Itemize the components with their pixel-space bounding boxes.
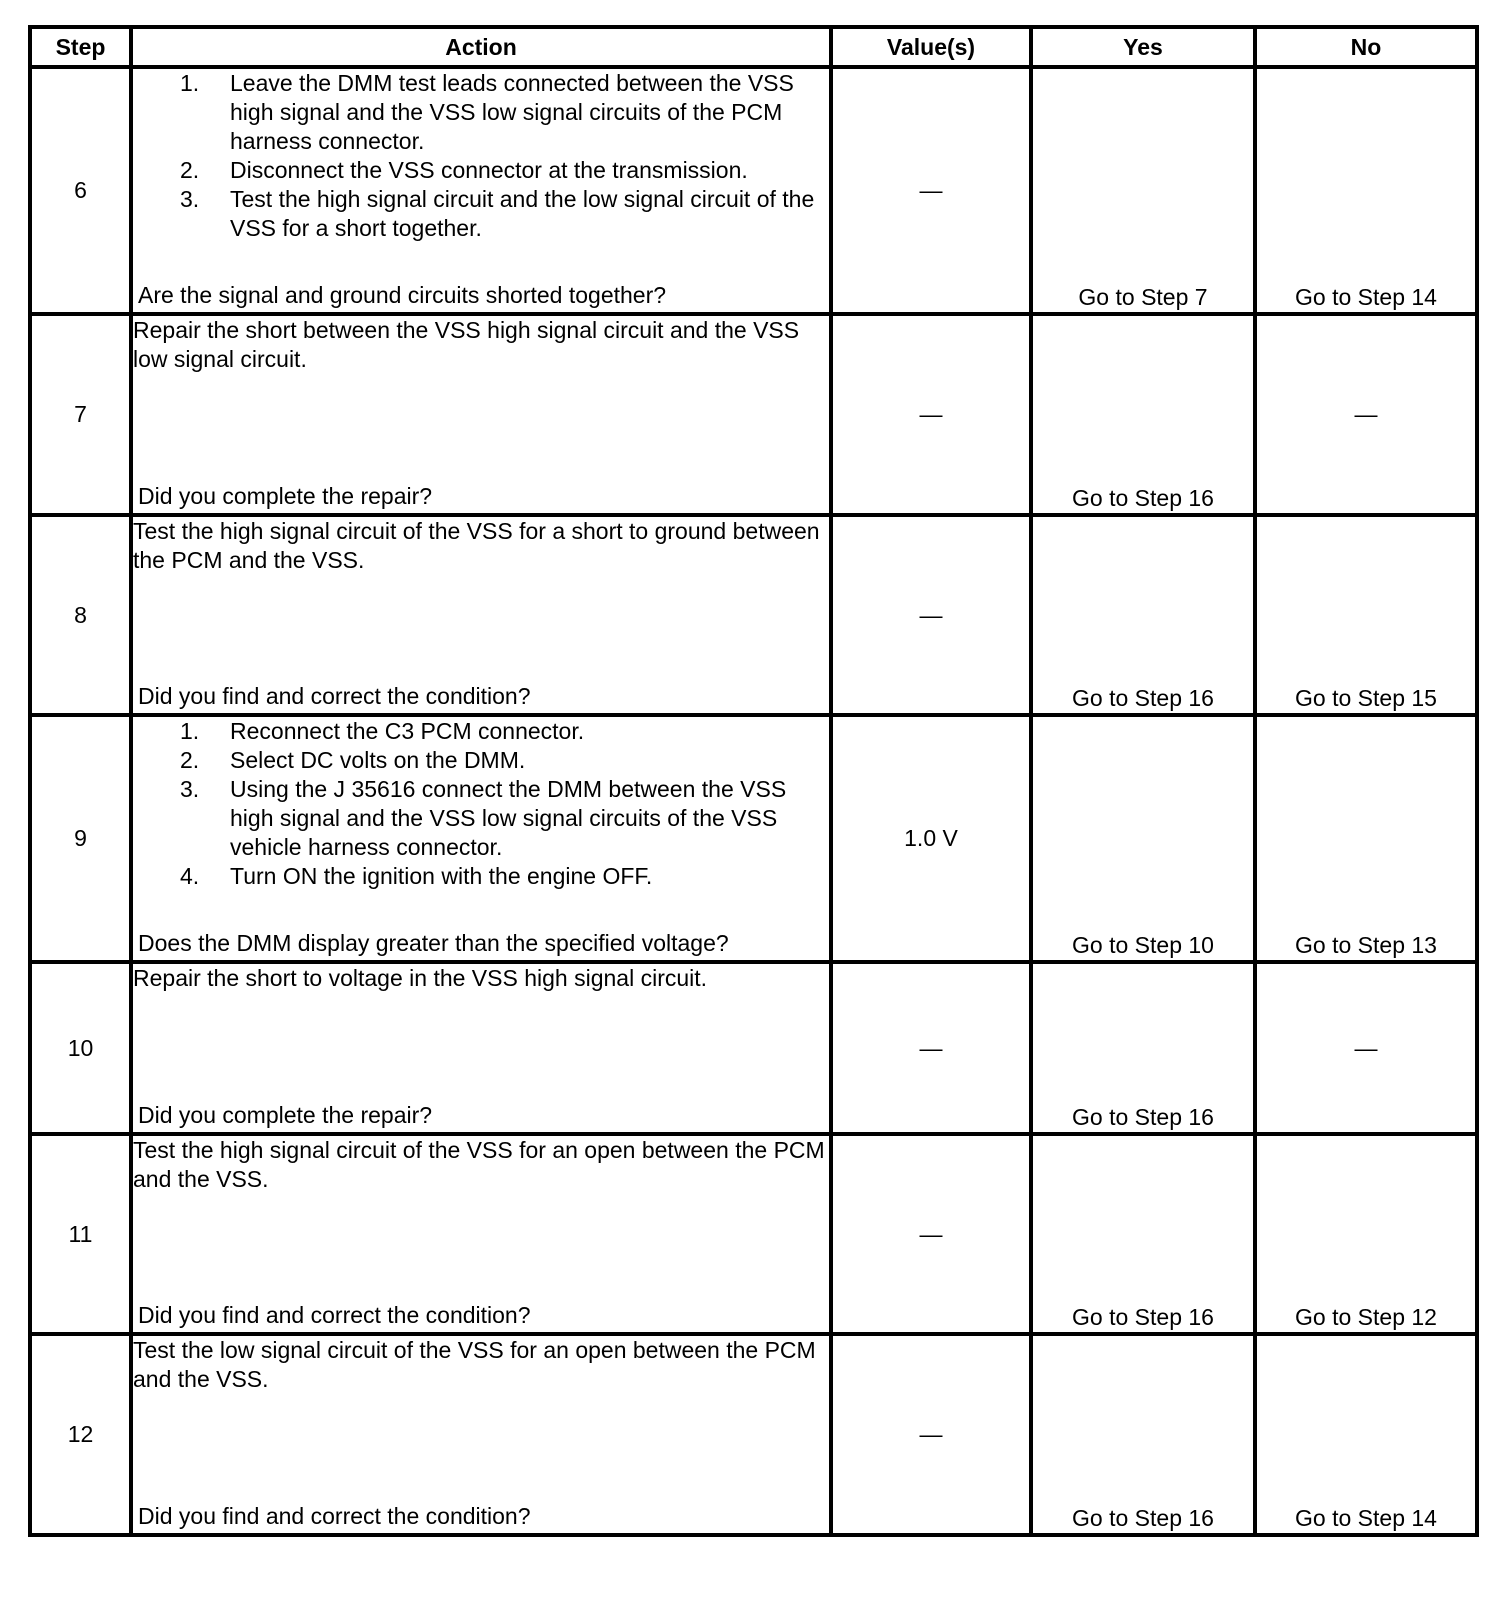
list-item (133, 69, 829, 156)
list-item (133, 862, 829, 891)
list-item-text: Select DC volts on the DMM. (230, 747, 526, 773)
step-number: 12 (30, 1334, 131, 1535)
table-row-step-11 (30, 1134, 1477, 1334)
action-steps-list (133, 69, 829, 243)
step-number: 6 (30, 67, 131, 314)
list-item-number: 2. (180, 157, 200, 183)
list-item (133, 775, 829, 862)
action-question: Did you complete the repair? (138, 1102, 433, 1128)
list-item-text: Reconnect the C3 PCM connector. (230, 718, 585, 744)
table-row-step-8 (30, 515, 1477, 715)
list-item (133, 717, 829, 746)
list-item-text: Disconnect the VSS connector at the transmission. (230, 157, 748, 183)
action-cell (131, 715, 831, 962)
step-number: 7 (30, 314, 131, 515)
value-cell: — (831, 1334, 1031, 1535)
value-cell: — (831, 67, 1031, 314)
action-question: Did you find and correct the condition? (138, 1503, 531, 1529)
table-row-step-12 (30, 1334, 1477, 1535)
table-row-step-7 (30, 314, 1477, 515)
list-item-text: Test the high signal circuit and the low signal circuit of the VSS for a short together. (230, 186, 815, 241)
action-text: Test the low signal circuit of the VSS for an open between the PCM and the VSS. (133, 1337, 816, 1392)
no-cell: Go to Step 14 (1255, 67, 1477, 314)
list-item-number: 3. (180, 186, 200, 212)
list-item-text: Turn ON the ignition with the engine OFF. (230, 863, 653, 889)
value-cell: — (831, 515, 1031, 715)
action-text: Repair the short between the VSS high signal circuit and the VSS low signal circuit. (133, 317, 800, 372)
table-row-step-10 (30, 962, 1477, 1134)
diagnostic-table (28, 25, 1479, 1537)
yes-cell: Go to Step 16 (1031, 1334, 1255, 1535)
no-cell: Go to Step 13 (1255, 715, 1477, 962)
action-question: Did you find and correct the condition? (138, 1302, 531, 1328)
action-cell (131, 67, 831, 314)
step-number: 9 (30, 715, 131, 962)
list-item-text: Leave the DMM test leads connected between the VSS high signal and the VSS low signal circuits of the PCM harness connector. (230, 70, 794, 154)
action-question: Did you complete the repair? (138, 483, 433, 509)
action-question: Did you find and correct the condition? (138, 683, 531, 709)
action-steps-list (133, 717, 829, 891)
no-cell: Go to Step 12 (1255, 1134, 1477, 1334)
list-item (133, 746, 829, 775)
list-item-text: Using the J 35616 connect the DMM between the VSS high signal and the VSS low signal circuits of the VSS vehicle harness connector. (230, 776, 787, 860)
list-item (133, 156, 829, 185)
action-cell (131, 314, 831, 515)
action-text: Repair the short to voltage in the VSS high signal circuit. (133, 965, 708, 991)
no-cell: — (1255, 314, 1477, 515)
list-item-number: 1. (180, 718, 200, 744)
header-no: No (1255, 27, 1477, 67)
table-row-step-6 (30, 67, 1477, 314)
value-cell: — (831, 962, 1031, 1134)
action-question: Does the DMM display greater than the specified voltage? (138, 930, 729, 956)
yes-cell: Go to Step 16 (1031, 1134, 1255, 1334)
action-question: Are the signal and ground circuits shorted together? (138, 282, 667, 308)
no-cell: Go to Step 14 (1255, 1334, 1477, 1535)
value-cell: 1.0 V (831, 715, 1031, 962)
list-item-number: 4. (180, 863, 200, 889)
step-number: 8 (30, 515, 131, 715)
step-number: 10 (30, 962, 131, 1134)
no-cell: Go to Step 15 (1255, 515, 1477, 715)
header-action: Action (131, 27, 831, 67)
yes-cell: Go to Step 16 (1031, 515, 1255, 715)
action-cell (131, 962, 831, 1134)
header-step: Step (30, 27, 131, 67)
no-cell: — (1255, 962, 1477, 1134)
value-cell: — (831, 314, 1031, 515)
header-values: Value(s) (831, 27, 1031, 67)
action-cell (131, 515, 831, 715)
yes-cell: Go to Step 10 (1031, 715, 1255, 962)
list-item-number: 3. (180, 776, 200, 802)
action-text: Test the high signal circuit of the VSS for a short to ground between the PCM and the VSS. (133, 518, 820, 573)
yes-cell: Go to Step 16 (1031, 314, 1255, 515)
header-row (30, 27, 1477, 67)
list-item-number: 1. (180, 70, 200, 96)
table-row-step-9 (30, 715, 1477, 962)
list-item (133, 185, 829, 243)
action-cell (131, 1134, 831, 1334)
action-cell (131, 1334, 831, 1535)
action-text: Test the high signal circuit of the VSS for an open between the PCM and the VSS. (133, 1137, 825, 1192)
header-yes: Yes (1031, 27, 1255, 67)
list-item-number: 2. (180, 747, 200, 773)
value-cell: — (831, 1134, 1031, 1334)
yes-cell: Go to Step 16 (1031, 962, 1255, 1134)
yes-cell: Go to Step 7 (1031, 67, 1255, 314)
step-number: 11 (30, 1134, 131, 1334)
